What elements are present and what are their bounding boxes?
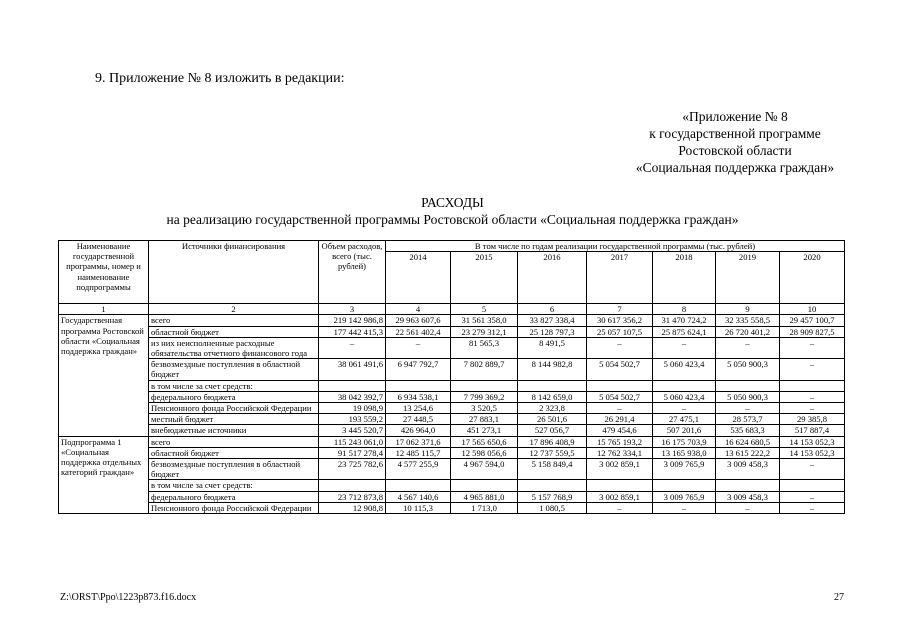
year-value: – (780, 337, 845, 358)
header-year: 2018 (653, 252, 716, 304)
amendment-paragraph: 9. Приложение № 8 изложить в редакции: (95, 71, 345, 86)
year-value: 32 335 558,5 (716, 315, 780, 326)
funding-source: областной бюджет (149, 447, 319, 458)
year-value: 15 765 193,2 (587, 436, 653, 447)
year-value: 5 157 768,9 (518, 491, 587, 502)
year-value: 1 713,0 (451, 502, 518, 513)
header-name: Наименование государственной программы, номер и наименование подпрограммы (59, 241, 149, 304)
year-value: – (780, 359, 845, 380)
page-number: 27 (834, 592, 844, 603)
total-value: 19 098,9 (319, 403, 386, 414)
year-value: – (780, 391, 845, 402)
total-value: 12 908,8 (319, 502, 386, 513)
table-row (59, 447, 845, 458)
header-year: 2019 (716, 252, 780, 304)
program-name: Подпрограмма 1 «Социальная поддержка отдельных категорий граждан» (59, 436, 149, 513)
funding-source: федерального бюджета (149, 391, 319, 402)
year-value: 22 561 402,4 (386, 326, 451, 337)
year-value: – (716, 502, 780, 513)
year-value: 3 009 765,9 (653, 491, 716, 502)
funding-source: внебюджетные источники (149, 425, 319, 436)
year-value (451, 480, 518, 491)
total-value: 23 712 873,8 (319, 491, 386, 502)
table-row (59, 380, 845, 391)
year-value: 12 737 559,5 (518, 447, 587, 458)
funding-source: всего (149, 436, 319, 447)
header-year: 2020 (780, 252, 845, 304)
table-row (59, 391, 845, 402)
total-value (319, 480, 386, 491)
year-value: 5 054 502,7 (587, 391, 653, 402)
year-value: 17 062 371,6 (386, 436, 451, 447)
funding-source: в том числе за счет средств: (149, 480, 319, 491)
total-value: 91 517 278,4 (319, 447, 386, 458)
funding-source: безвозмездные поступления в областной бюджет (149, 459, 319, 480)
year-value: 31 561 358,0 (451, 315, 518, 326)
appendix-line: Ростовской области (678, 143, 792, 158)
year-value: 33 827 338,4 (518, 315, 587, 326)
year-value: 4 967 594,0 (451, 459, 518, 480)
table-row (59, 480, 845, 491)
year-value (587, 380, 653, 391)
funding-source: местный бюджет (149, 414, 319, 425)
column-number: 7 (587, 304, 653, 315)
year-value: 12 762 334,1 (587, 447, 653, 458)
funding-source: всего (149, 315, 319, 326)
year-value: 4 567 140,6 (386, 491, 451, 502)
year-value: 27 883,1 (451, 414, 518, 425)
year-value: – (653, 337, 716, 358)
appendix-line: к государственной программе (649, 126, 821, 141)
year-value: 3 009 458,3 (716, 491, 780, 502)
table-row (59, 403, 845, 414)
total-value: 115 243 061,0 (319, 436, 386, 447)
funding-source: в том числе за счет средств: (149, 380, 319, 391)
year-value: – (780, 491, 845, 502)
year-value: 8 142 659,0 (518, 391, 587, 402)
year-value: 26 720 401,2 (716, 326, 780, 337)
header-by-years: В том числе по годам реализации государственной программы (тыс. рублей) (386, 241, 845, 252)
year-value: 5 158 849,4 (518, 459, 587, 480)
year-value: 4 965 881,0 (451, 491, 518, 502)
table-row (59, 326, 845, 337)
funding-source: Пенсионного фонда Российской Федерации (149, 502, 319, 513)
year-value: 1 080,5 (518, 502, 587, 513)
year-value: 14 153 052,3 (780, 436, 845, 447)
year-value (716, 480, 780, 491)
year-value (587, 480, 653, 491)
year-value: 25 875 624,1 (653, 326, 716, 337)
year-value: – (716, 403, 780, 414)
year-value: – (653, 502, 716, 513)
funding-source: из них неисполненные расходные обязательства отчетного финансового года (149, 337, 319, 358)
year-value: – (587, 502, 653, 513)
year-value: 479 454,6 (587, 425, 653, 436)
year-value: – (587, 337, 653, 358)
header-year: 2015 (451, 252, 518, 304)
year-value: 5 050 900,3 (716, 391, 780, 402)
year-value: 25 057 107,5 (587, 326, 653, 337)
total-value (319, 380, 386, 391)
funding-source: федерального бюджета (149, 491, 319, 502)
year-value: 16 624 680,5 (716, 436, 780, 447)
year-value: 13 254,6 (386, 403, 451, 414)
year-value: 6 934 538,1 (386, 391, 451, 402)
table-row (59, 491, 845, 502)
year-value: 81 565,3 (451, 337, 518, 358)
expenses-table (58, 240, 845, 514)
column-number: 6 (518, 304, 587, 315)
year-value: 3 520,5 (451, 403, 518, 414)
year-value: – (780, 403, 845, 414)
year-value: 5 054 502,7 (587, 359, 653, 380)
header-source: Источники финансирования (149, 241, 319, 304)
table-row (59, 315, 845, 326)
year-value: – (716, 337, 780, 358)
year-value: 7 802 889,7 (451, 359, 518, 380)
year-value: 17 896 408,9 (518, 436, 587, 447)
year-value: 2 323,8 (518, 403, 587, 414)
year-value: 28 909 827,5 (780, 326, 845, 337)
year-value (780, 380, 845, 391)
year-value: – (780, 502, 845, 513)
year-value: 29 385,8 (780, 414, 845, 425)
year-value (518, 480, 587, 491)
year-value: 27 475,1 (653, 414, 716, 425)
year-value: 5 060 423,4 (653, 359, 716, 380)
year-value: 507 201,6 (653, 425, 716, 436)
funding-source: Пенсионного фонда Российской Федерации (149, 403, 319, 414)
total-value: 38 061 491,6 (319, 359, 386, 380)
year-value (653, 380, 716, 391)
year-value: 10 115,3 (386, 502, 451, 513)
year-value: 3 009 458,3 (716, 459, 780, 480)
year-value: 12 598 056,6 (451, 447, 518, 458)
column-number: 3 (319, 304, 386, 315)
column-number: 1 (59, 304, 149, 315)
year-value (716, 380, 780, 391)
table-row (59, 359, 845, 380)
year-value: 13 615 222,2 (716, 447, 780, 458)
year-value: – (587, 403, 653, 414)
year-value: 8 491,5 (518, 337, 587, 358)
total-value: 38 042 392,7 (319, 391, 386, 402)
total-value: 3 445 520,7 (319, 425, 386, 436)
year-value: 27 448,5 (386, 414, 451, 425)
column-number: 10 (780, 304, 845, 315)
year-value: 17 565 650,6 (451, 436, 518, 447)
header-year: 2017 (587, 252, 653, 304)
column-number: 9 (716, 304, 780, 315)
year-value: 3 002 859,1 (587, 459, 653, 480)
year-value: 26 291,4 (587, 414, 653, 425)
title-sub: на реализацию государственной программы Ростовской области «Социальная поддержка граждан» (166, 212, 739, 227)
funding-source: областной бюджет (149, 326, 319, 337)
year-value: 3 009 765,9 (653, 459, 716, 480)
table-row (59, 414, 845, 425)
year-value (780, 480, 845, 491)
total-value: 177 442 415,3 (319, 326, 386, 337)
document-title (0, 194, 905, 228)
funding-source: безвозмездные поступления в областной бюджет (149, 359, 319, 380)
column-number: 2 (149, 304, 319, 315)
year-value: – (780, 459, 845, 480)
year-value: 535 683,3 (716, 425, 780, 436)
year-value: 5 050 900,3 (716, 359, 780, 380)
year-value: 517 887,4 (780, 425, 845, 436)
year-value: 29 963 607,6 (386, 315, 451, 326)
appendix-header (570, 108, 900, 176)
year-value: 31 470 724,2 (653, 315, 716, 326)
year-value: 30 617 356,2 (587, 315, 653, 326)
header-year: 2016 (518, 252, 587, 304)
year-value: 14 153 052,3 (780, 447, 845, 458)
year-value: 12 485 115,7 (386, 447, 451, 458)
column-number: 4 (386, 304, 451, 315)
column-number: 8 (653, 304, 716, 315)
table-row (59, 436, 845, 447)
header-volume: Объем расходов, всего (тыс. рублей) (319, 241, 386, 304)
title-main: РАСХОДЫ (421, 195, 484, 210)
table-row (59, 502, 845, 513)
year-value (386, 380, 451, 391)
table-row (59, 425, 845, 436)
year-value: 426 964,0 (386, 425, 451, 436)
year-value: 13 165 938,0 (653, 447, 716, 458)
year-value: – (386, 337, 451, 358)
year-value: 25 128 797,3 (518, 326, 587, 337)
year-value: 26 501,6 (518, 414, 587, 425)
year-value: 3 002 859,1 (587, 491, 653, 502)
year-value: 7 799 369,2 (451, 391, 518, 402)
program-name: Государственная программа Ростовской области «Социальная поддержка граждан» (59, 315, 149, 436)
total-value: – (319, 337, 386, 358)
year-value (518, 380, 587, 391)
table-row (59, 459, 845, 480)
total-value: 193 559,2 (319, 414, 386, 425)
header-year: 2014 (386, 252, 451, 304)
year-value: – (653, 403, 716, 414)
year-value: 6 947 792,7 (386, 359, 451, 380)
table-row (59, 337, 845, 358)
column-number-row (59, 304, 845, 315)
year-value (451, 380, 518, 391)
year-value: 5 060 423,4 (653, 391, 716, 402)
year-value (386, 480, 451, 491)
year-value: 451 273,1 (451, 425, 518, 436)
year-value: 28 573,7 (716, 414, 780, 425)
year-value: 29 457 100,7 (780, 315, 845, 326)
column-number: 5 (451, 304, 518, 315)
file-path: Z:\ORST\Ppo\1223p873.f16.docx (60, 592, 197, 603)
year-value: 527 056,7 (518, 425, 587, 436)
year-value (653, 480, 716, 491)
year-value: 23 279 312,1 (451, 326, 518, 337)
year-value: 8 144 982,8 (518, 359, 587, 380)
total-value: 23 725 782,6 (319, 459, 386, 480)
year-value: 4 577 255,9 (386, 459, 451, 480)
appendix-line: «Приложение № 8 (682, 109, 788, 124)
appendix-line: «Социальная поддержка граждан» (635, 160, 835, 175)
year-value: 16 175 703,9 (653, 436, 716, 447)
total-value: 219 142 986,8 (319, 315, 386, 326)
